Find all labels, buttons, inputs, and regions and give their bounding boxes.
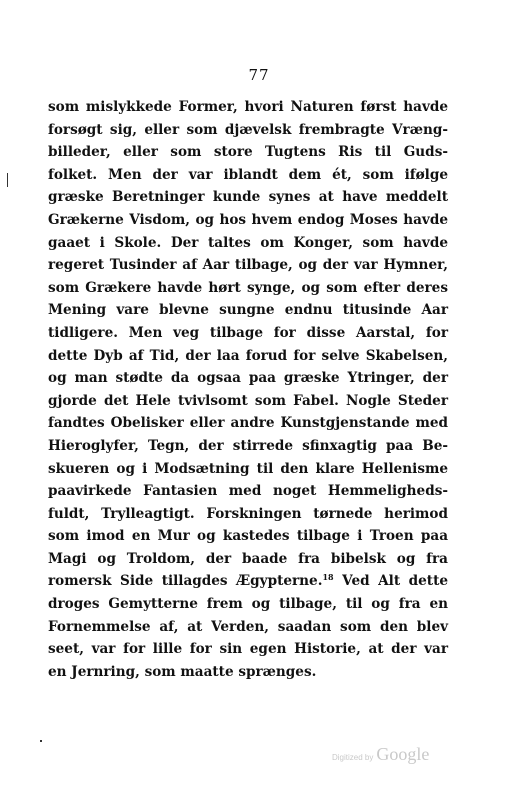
text-line: Mening vare blevne sungne endnu titusinde Aar (48, 302, 448, 319)
text-line-with-footnote (48, 570, 448, 593)
body-text (48, 96, 448, 683)
text-line: billeder, eller som store Tugtens Ris til Guds- (48, 144, 448, 161)
text-line: forsøgt sig, eller som djævelsk frembragte Vræng- (48, 121, 448, 138)
digitized-watermark (332, 744, 429, 765)
text-line: gaaet i Skole. Der taltes om Konger, som havde (48, 234, 448, 251)
text-line: en Jernring, som maatte sprænges. (48, 663, 317, 680)
text-line: Fornemmelse af, at Verden, saadan som den blev (48, 618, 448, 635)
text-line: Hieroglyfer, Tegn, der stirrede sfinxagtig paa Be- (48, 437, 448, 454)
footnote-ref: 18 (322, 572, 334, 583)
tick-mark (7, 173, 8, 187)
text-line: gjorde det Hele tvivlsomt som Fabel. Nogle Steder (48, 392, 448, 409)
text-line: folket. Men der var iblandt dem ét, som ifølge (48, 166, 448, 183)
text-line: regeret Tusinder af Aar tilbage, og der var Hymner, (48, 257, 448, 274)
text-line: som mislykkede Former, hvori Naturen først havde (48, 99, 448, 115)
text-line: droges Gemytterne frem og tilbage, til og fra en (48, 596, 448, 613)
watermark-small: Digitized by (332, 753, 374, 762)
text-line: seet, var for lille for sin egen Historie, at der var (48, 641, 448, 658)
text-line: og man stødte da ogsaa paa græske Ytringer, der (48, 370, 448, 387)
text-line: dette Dyb af Tid, der laa forud for selve Skabelsen, (48, 347, 448, 364)
text-line: Grækerne Visdom, og hos hvem endog Moses havde (48, 211, 448, 228)
page-number: 77 (248, 66, 270, 84)
text-line: fuldt, Trylleagtigt. Forskningen tørnede herimod (48, 505, 448, 522)
text-line: skueren og i Modsætning til den klare Hellenisme (48, 460, 448, 477)
text-line: som imod en Mur og kastedes tilbage i Troen paa (48, 528, 448, 545)
google-logo: Google (376, 744, 430, 764)
stray-dot (40, 740, 42, 742)
text-line: græske Beretninger kunde synes at have meddelt (48, 189, 448, 206)
text-line: Magi og Troldom, der baade fra bibelsk og fra (48, 550, 448, 567)
text-line: paavirkede Fantasien med noget Hemmeligheds- (48, 483, 448, 500)
text-line: fandtes Obelisker eller andre Kunstgjenstande med (48, 415, 448, 432)
text-fragment: romersk Side tillagdes Ægypterne. (48, 573, 323, 590)
text-fragment: Ved Alt dette (342, 573, 449, 590)
text-line: tidligere. Men veg tilbage for disse Aarstal, for (48, 324, 448, 341)
text-line: som Grækere havde hørt synge, og som efter deres (48, 279, 448, 296)
